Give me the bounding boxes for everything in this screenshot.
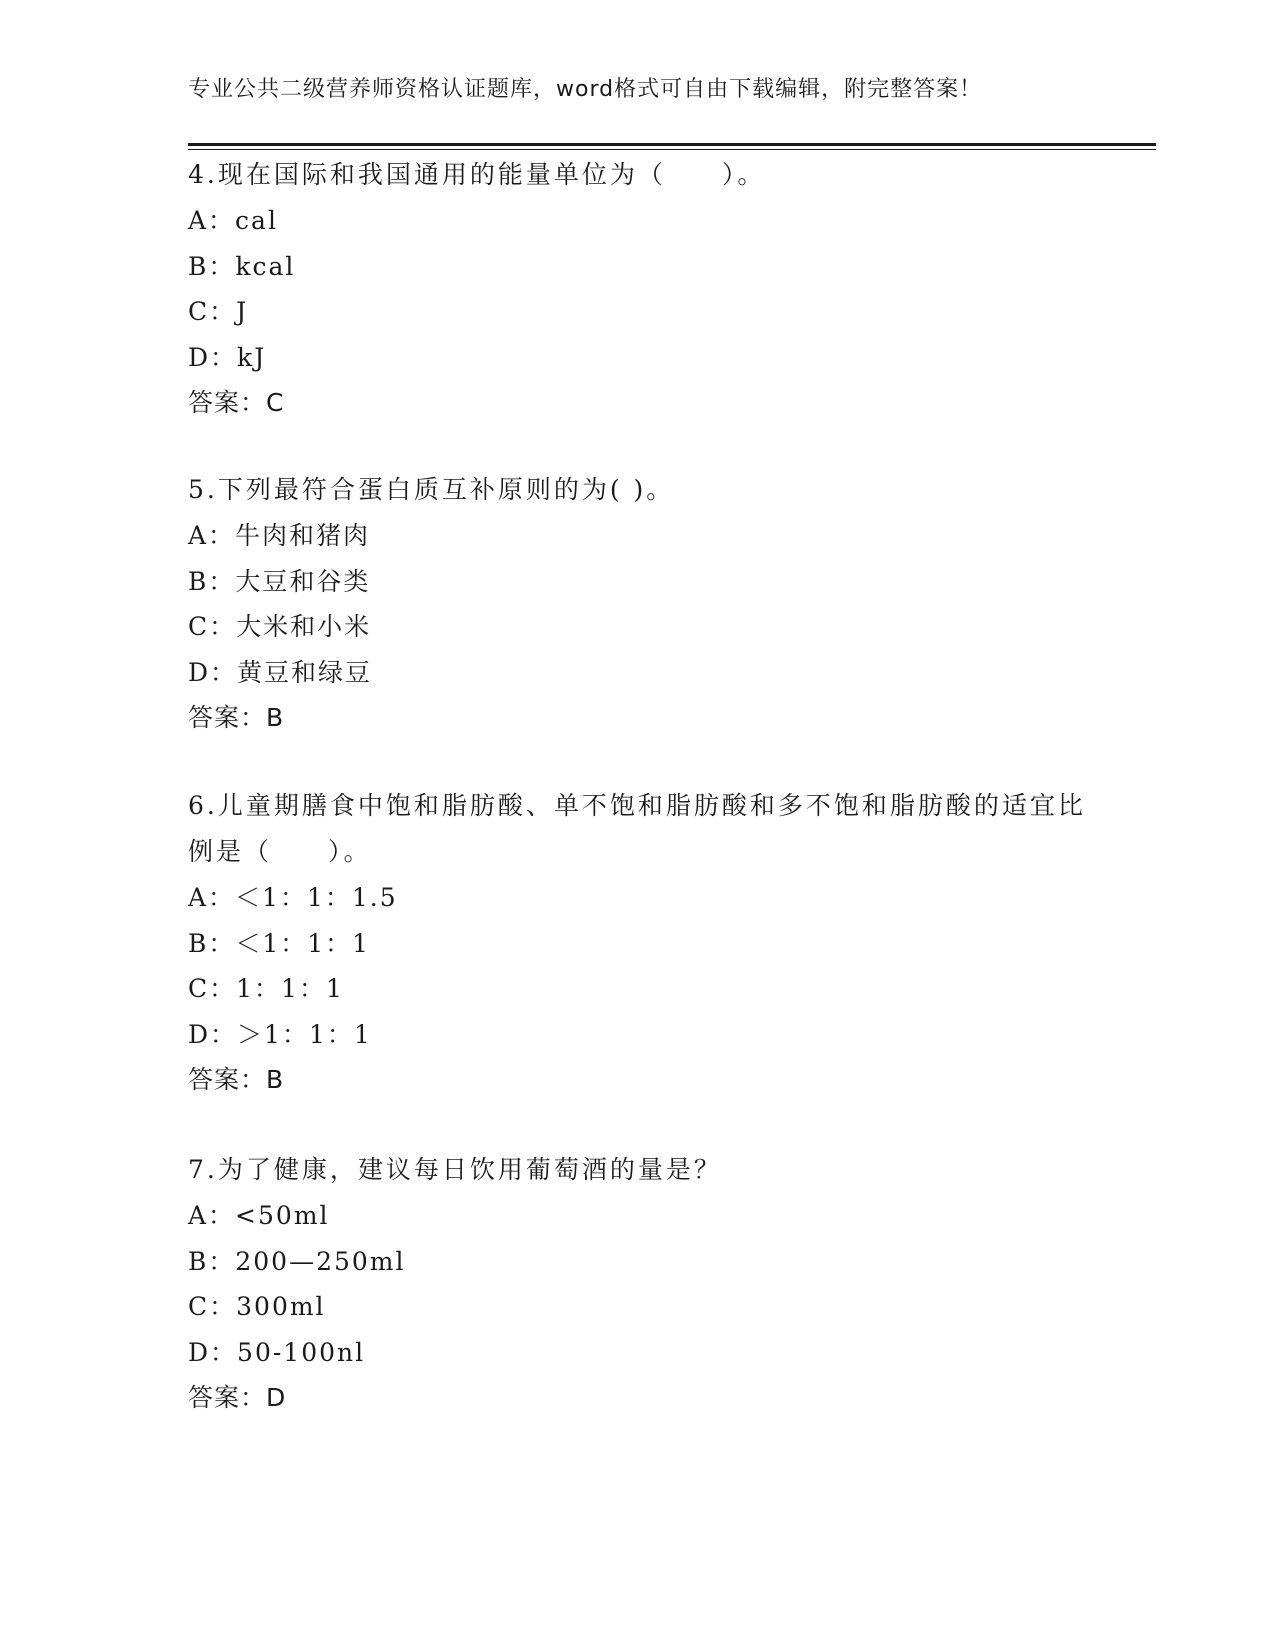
option-c: C：J xyxy=(188,297,249,326)
option-a: A：<50ml xyxy=(188,1201,330,1230)
option-c: C：大米和小米 xyxy=(188,612,372,641)
page-header: 专业公共二级营养师资格认证题库，word格式可自由下载编辑，附完整答案！ xyxy=(188,77,983,102)
option-d: D：＞1：1：1 xyxy=(188,1019,372,1049)
question-5 xyxy=(188,467,1088,741)
option-c: C：300ml xyxy=(188,1292,326,1321)
answer-line: 答案：C xyxy=(188,388,285,417)
question-stem: 5.下列最符合蛋白质互补原则的为( )。 xyxy=(188,475,675,504)
option-c: C：1：1：1 xyxy=(188,974,344,1003)
option-a: A：＜1：1：1.5 xyxy=(188,883,398,912)
option-b: B：200—250ml xyxy=(188,1246,406,1276)
option-d: D：kJ xyxy=(188,342,267,372)
header-rule-thick xyxy=(188,143,1156,146)
option-b: B：kcal xyxy=(188,251,296,281)
question-6 xyxy=(188,783,1088,1103)
answer-line: 答案：D xyxy=(188,1383,287,1412)
answer-line: 答案：B xyxy=(188,703,285,732)
question-stem: 4.现在国际和我国通用的能量单位为（ ）。 xyxy=(188,160,766,189)
question-stem: 6.儿童期膳食中饱和脂肪酸、单不饱和脂肪酸和多不饱和脂肪酸的适宜比例是（ ）。 xyxy=(188,791,1086,866)
option-a: A：牛肉和猪肉 xyxy=(188,521,371,550)
option-d: D：黄豆和绿豆 xyxy=(188,657,373,687)
question-7 xyxy=(188,1147,1088,1421)
question-4 xyxy=(188,152,1088,426)
option-b: B：大豆和谷类 xyxy=(188,566,371,596)
header-rule-thin xyxy=(188,149,1156,150)
option-d: D：50-100nl xyxy=(188,1337,366,1367)
option-a: A：cal xyxy=(188,206,278,235)
answer-line: 答案：B xyxy=(188,1065,285,1094)
question-stem: 7.为了健康，建议每日饮用葡萄酒的量是？ xyxy=(188,1155,722,1184)
option-b: B：＜1：1：1 xyxy=(188,928,371,958)
